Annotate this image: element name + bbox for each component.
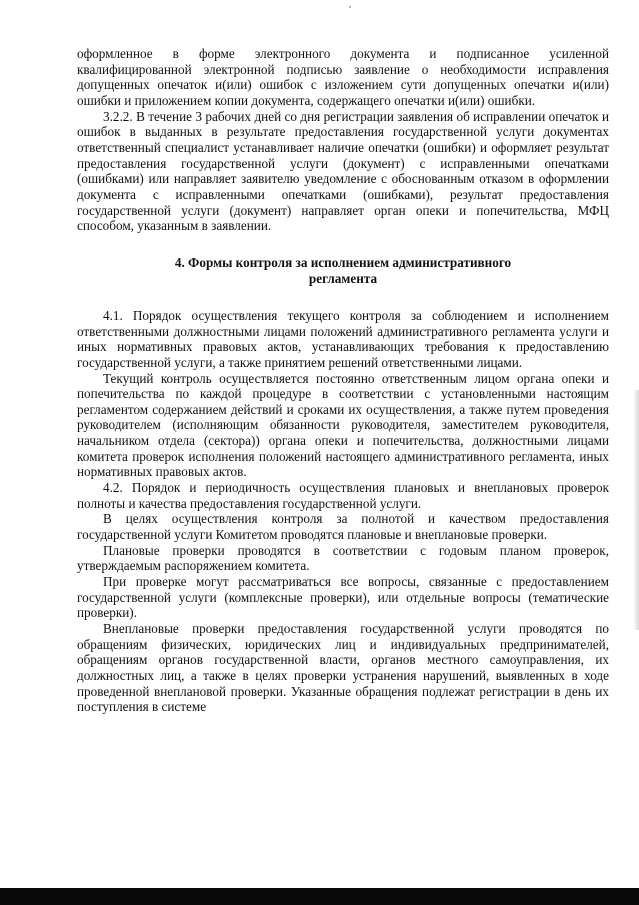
paragraph-application: оформленное в форме электронного документа и подписанное усиленной квалифицированной электронной подписью заявление о необходимости исправления допущенных опечаток и(или) ошибок с изложением сути допущенных опечатки и(или) ошибки и приложением копии документа, содержащего опечатки и(или) ошибки. xyxy=(77,46,609,108)
paragraph-3-2-2: 3.2.2. В течение 3 рабочих дней со дня регистрации заявления об исправлении опечаток и ошибок в выданных в результате предоставления государственной услуги документах ответственный специалист устанавливает наличие опечатки (ошибки) и оформляет результат предоставления государственной услуги (документ) с исправленными опечатками (ошибками) или направляет заявителю уведомление с обоснованным отказом в оформлении документа с исправленными опечатками (ошибками), результат предоставления государственной услуги (документ) направляет орган опеки и попечительства, МФЦ способом, указанным в заявлении. xyxy=(77,108,609,234)
paragraph-check-scope: При проверке могут рассматриваться все вопросы, связанные с предоставлением государственной услуги (комплексные проверки), или отдельные вопросы (тематические проверки). xyxy=(77,574,609,621)
paragraph-current-control: Текущий контроль осуществляется постоянно ответственным лицом органа опеки и попечительства по каждой процедуре в соответствии с установленными настоящим регламентом содержанием действий и сроками их осуществления, а также путем проведения руководителем (исполняющим обязанности руководителя, заместителем руководителя, начальником отдела (сектора)) органа опеки и попечительства, должностными лицами комитета проверок исполнения положений настоящего административного регламента, иных нормативных правовых актов. xyxy=(77,370,609,480)
paragraph-control-goals: В целях осуществления контроля за полнотой и качеством предоставления государственной услуги Комитетом проводятся плановые и внеплановые проверки. xyxy=(77,511,609,543)
scan-speck xyxy=(349,6,351,8)
scan-edge-shadow xyxy=(633,390,639,630)
section-heading xyxy=(77,255,609,287)
section-heading-line2: регламента xyxy=(308,270,378,286)
paragraph-4-1: 4.1. Порядок осуществления текущего контроля за соблюдением и исполнением ответственными должностными лицами положений административного регламента услуги и иных нормативных правовых актов, устанавливающих требования к предоставлению государственной услуги, а также принятием решений ответственными лицами. xyxy=(77,307,609,370)
document-body xyxy=(77,46,609,715)
scan-bottom-border xyxy=(0,888,639,905)
section-heading-line1: 4. Формы контроля за исполнением административного xyxy=(174,254,512,270)
paragraph-4-2: 4.2. Порядок и периодичность осуществления плановых и внеплановых проверок полноты и качества предоставления государственной услуги. xyxy=(77,480,609,511)
paragraph-unplanned-checks: Внеплановые проверки предоставления государственной услуги проводятся по обращениям физических, юридических лиц и индивидуальных предпринимателей, обращениям органов государственной власти, органов местного самоуправления, их должностных лиц, а также в целях проверки устранения нарушений, выявленных в ходе проведенной внеплановой проверки. Указанные обращения подлежат регистрации в день их поступления в системе xyxy=(77,621,609,715)
paragraph-planned-checks: Плановые проверки проводятся в соответствии с годовым планом проверок, утверждаемым распоряжением комитета. xyxy=(77,542,609,574)
